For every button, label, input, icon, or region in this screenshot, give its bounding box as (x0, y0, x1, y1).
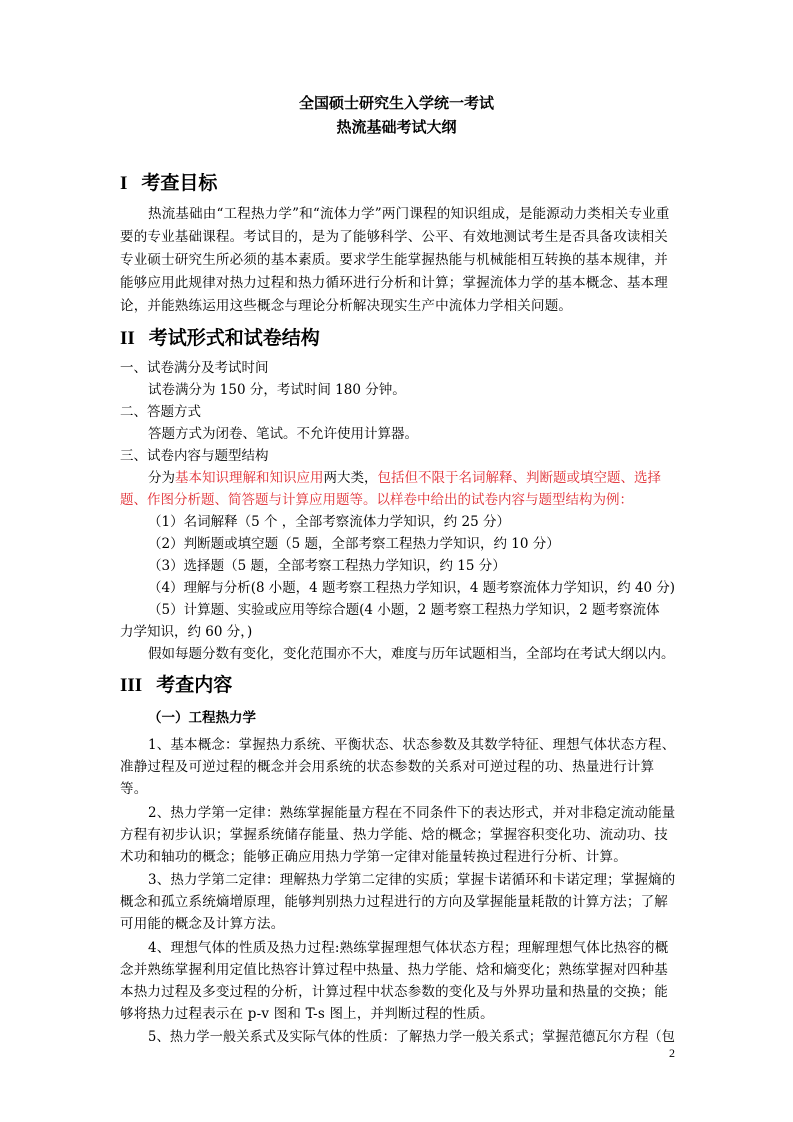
section1-heading (120, 168, 217, 195)
question-type-2: （2）判断题或填空题（5 题，全部考察工程热力学知识，约 10 分） (148, 536, 560, 552)
question-type-3: （3）选择题（5 题，全部考察工程热力学知识，约 15 分） (148, 558, 506, 574)
section2-item2-body: 答题方式为闭卷、笔试。不允许使用计算器。 (148, 426, 418, 442)
section1-number: I (120, 173, 128, 194)
section1-line: 论，并能熟练运用这些概念与理论分析解决现实生产中流体力学相关问题。 (120, 298, 573, 314)
question-type-4: （4）理解与分析(8 小题，4 题考察工程热力学知识，4 题考察流体力学知识，约 40 分) (148, 580, 676, 596)
question-type-5b: 力学知识，约 60 分，) (120, 624, 253, 640)
section2-title: 考试形式和试卷结构 (148, 327, 320, 349)
item3-text-d: 包括但不限于名词解释、判断题或填空题、选择 (377, 470, 661, 486)
section1-line: 热流基础由“工程热力学”和“流体力学”两门课程的知识组成，是能源动力类相关专业重 (148, 206, 670, 222)
item3-text-c: 两大类， (323, 470, 378, 486)
section3-line: 可用能的概念及计算方法。 (120, 916, 285, 932)
section2-item3-title: 三、试卷内容与题型结构 (120, 448, 269, 464)
section2-item1-body: 试卷满分为 150 分，考试时间 180 分钟。 (148, 382, 406, 398)
section3-line: 术功和轴功的概念；能够正确应用热力学第一定律对能量转换过程进行分析、计算。 (120, 849, 627, 865)
question-type-1: （1）名词解释（5 个 ，全部考察流体力学知识，约 25 分） (148, 514, 511, 530)
page-number: 2 (669, 1046, 675, 1060)
section2-item1-title: 一、试卷满分及考试时间 (120, 360, 269, 376)
section3-line: 等。 (120, 781, 148, 797)
section2-note: 假如每题分数有变化，变化范围亦不大，难度与历年试题相当，全部均在考试大纲以内。 (148, 646, 675, 662)
section2-item3-para-line1 (148, 468, 661, 488)
section3-line: 4、理想气体的性质及热力过程:熟练掌握理想气体状态方程；理解理想气体比热容的概 (148, 940, 669, 956)
question-type-5a: （5）计算题、实验或应用等综合题(4 小题，2 题考察工程热力学知识，2 题考察流体 (148, 602, 660, 618)
section1-title: 考查目标 (141, 172, 218, 194)
section3-line: 本热力过程及多变过程的分析，计算过程中状态参数的变化及与外界功量和热量的交换；能 (120, 984, 668, 1000)
section3-line: 3、热力学第二定律：理解热力学第二定律的实质；掌握卡诺循环和卡诺定理；掌握熵的 (148, 872, 676, 888)
section2-number: II (120, 328, 135, 349)
section3-line: 够将热力过程表示在 p-v 图和 T-s 图上，并判断过程的性质。 (120, 1006, 494, 1022)
doc-title-line1: 全国硕士研究生入学统一考试 (298, 94, 494, 112)
item3-text-a: 分为 (148, 470, 175, 486)
section3-line: 5、热力学一般关系式及实际气体的性质：了解热力学一般关系式；掌握范德瓦尔方程（包 (148, 1029, 676, 1045)
section3-line: 念并熟练掌握利用定值比热容计算过程中热量、热力学能、焓和熵变化；熟练掌握对四种基 (120, 962, 668, 978)
section3-heading (120, 670, 232, 697)
section3-line: 1、基本概念：掌握热力系统、平衡状态、状态参数及其数学特征、理想气体状态方程、 (148, 737, 676, 753)
section1-line: 要的专业基础课程。考试目的，是为了能够科学、公平、有效地测试考生是否具备攻读相关 (120, 229, 668, 245)
section2-item3-para-line2: 题、作图分析题、简答题与计算应用题等。以样卷中给出的试卷内容与题型结构为例： (120, 492, 633, 508)
section2-heading (120, 323, 320, 350)
doc-title-line2: 热流基础考试大纲 (336, 118, 457, 136)
section2-item2-title: 二、答题方式 (120, 404, 201, 420)
section3-line: 方程有初步认识；掌握系统储存能量、热力学能、焓的概念；掌握容积变化功、流动功、技 (120, 827, 668, 843)
section1-line: 能够应用此规律对热力过程和热力循环进行分析和计算；掌握流体力学的基本概念、基本理 (120, 275, 668, 291)
section1-line: 专业硕士研究生所必须的基本素质。要求学生能掌握热能与机械能相互转换的基本规律，并 (120, 252, 668, 268)
section3-number: III (120, 675, 143, 696)
section3-subheading: （一）工程热力学 (148, 710, 256, 726)
section3-line: 2、热力学第一定律：熟练掌握能量方程在不同条件下的表达形式，并对非稳定流动能量 (148, 805, 676, 821)
section3-title: 考查内容 (156, 674, 233, 696)
section3-line: 概念和孤立系统熵增原理，能够判别热力过程进行的方向及掌握能量耗散的计算方法；了解 (120, 894, 668, 910)
item3-text-b: 基本知识理解和知识应用 (175, 470, 324, 486)
section3-line: 准静过程及可逆过程的概念并会用系统的状态参数的关系对可逆过程的功、热量进行计算 (120, 759, 655, 775)
